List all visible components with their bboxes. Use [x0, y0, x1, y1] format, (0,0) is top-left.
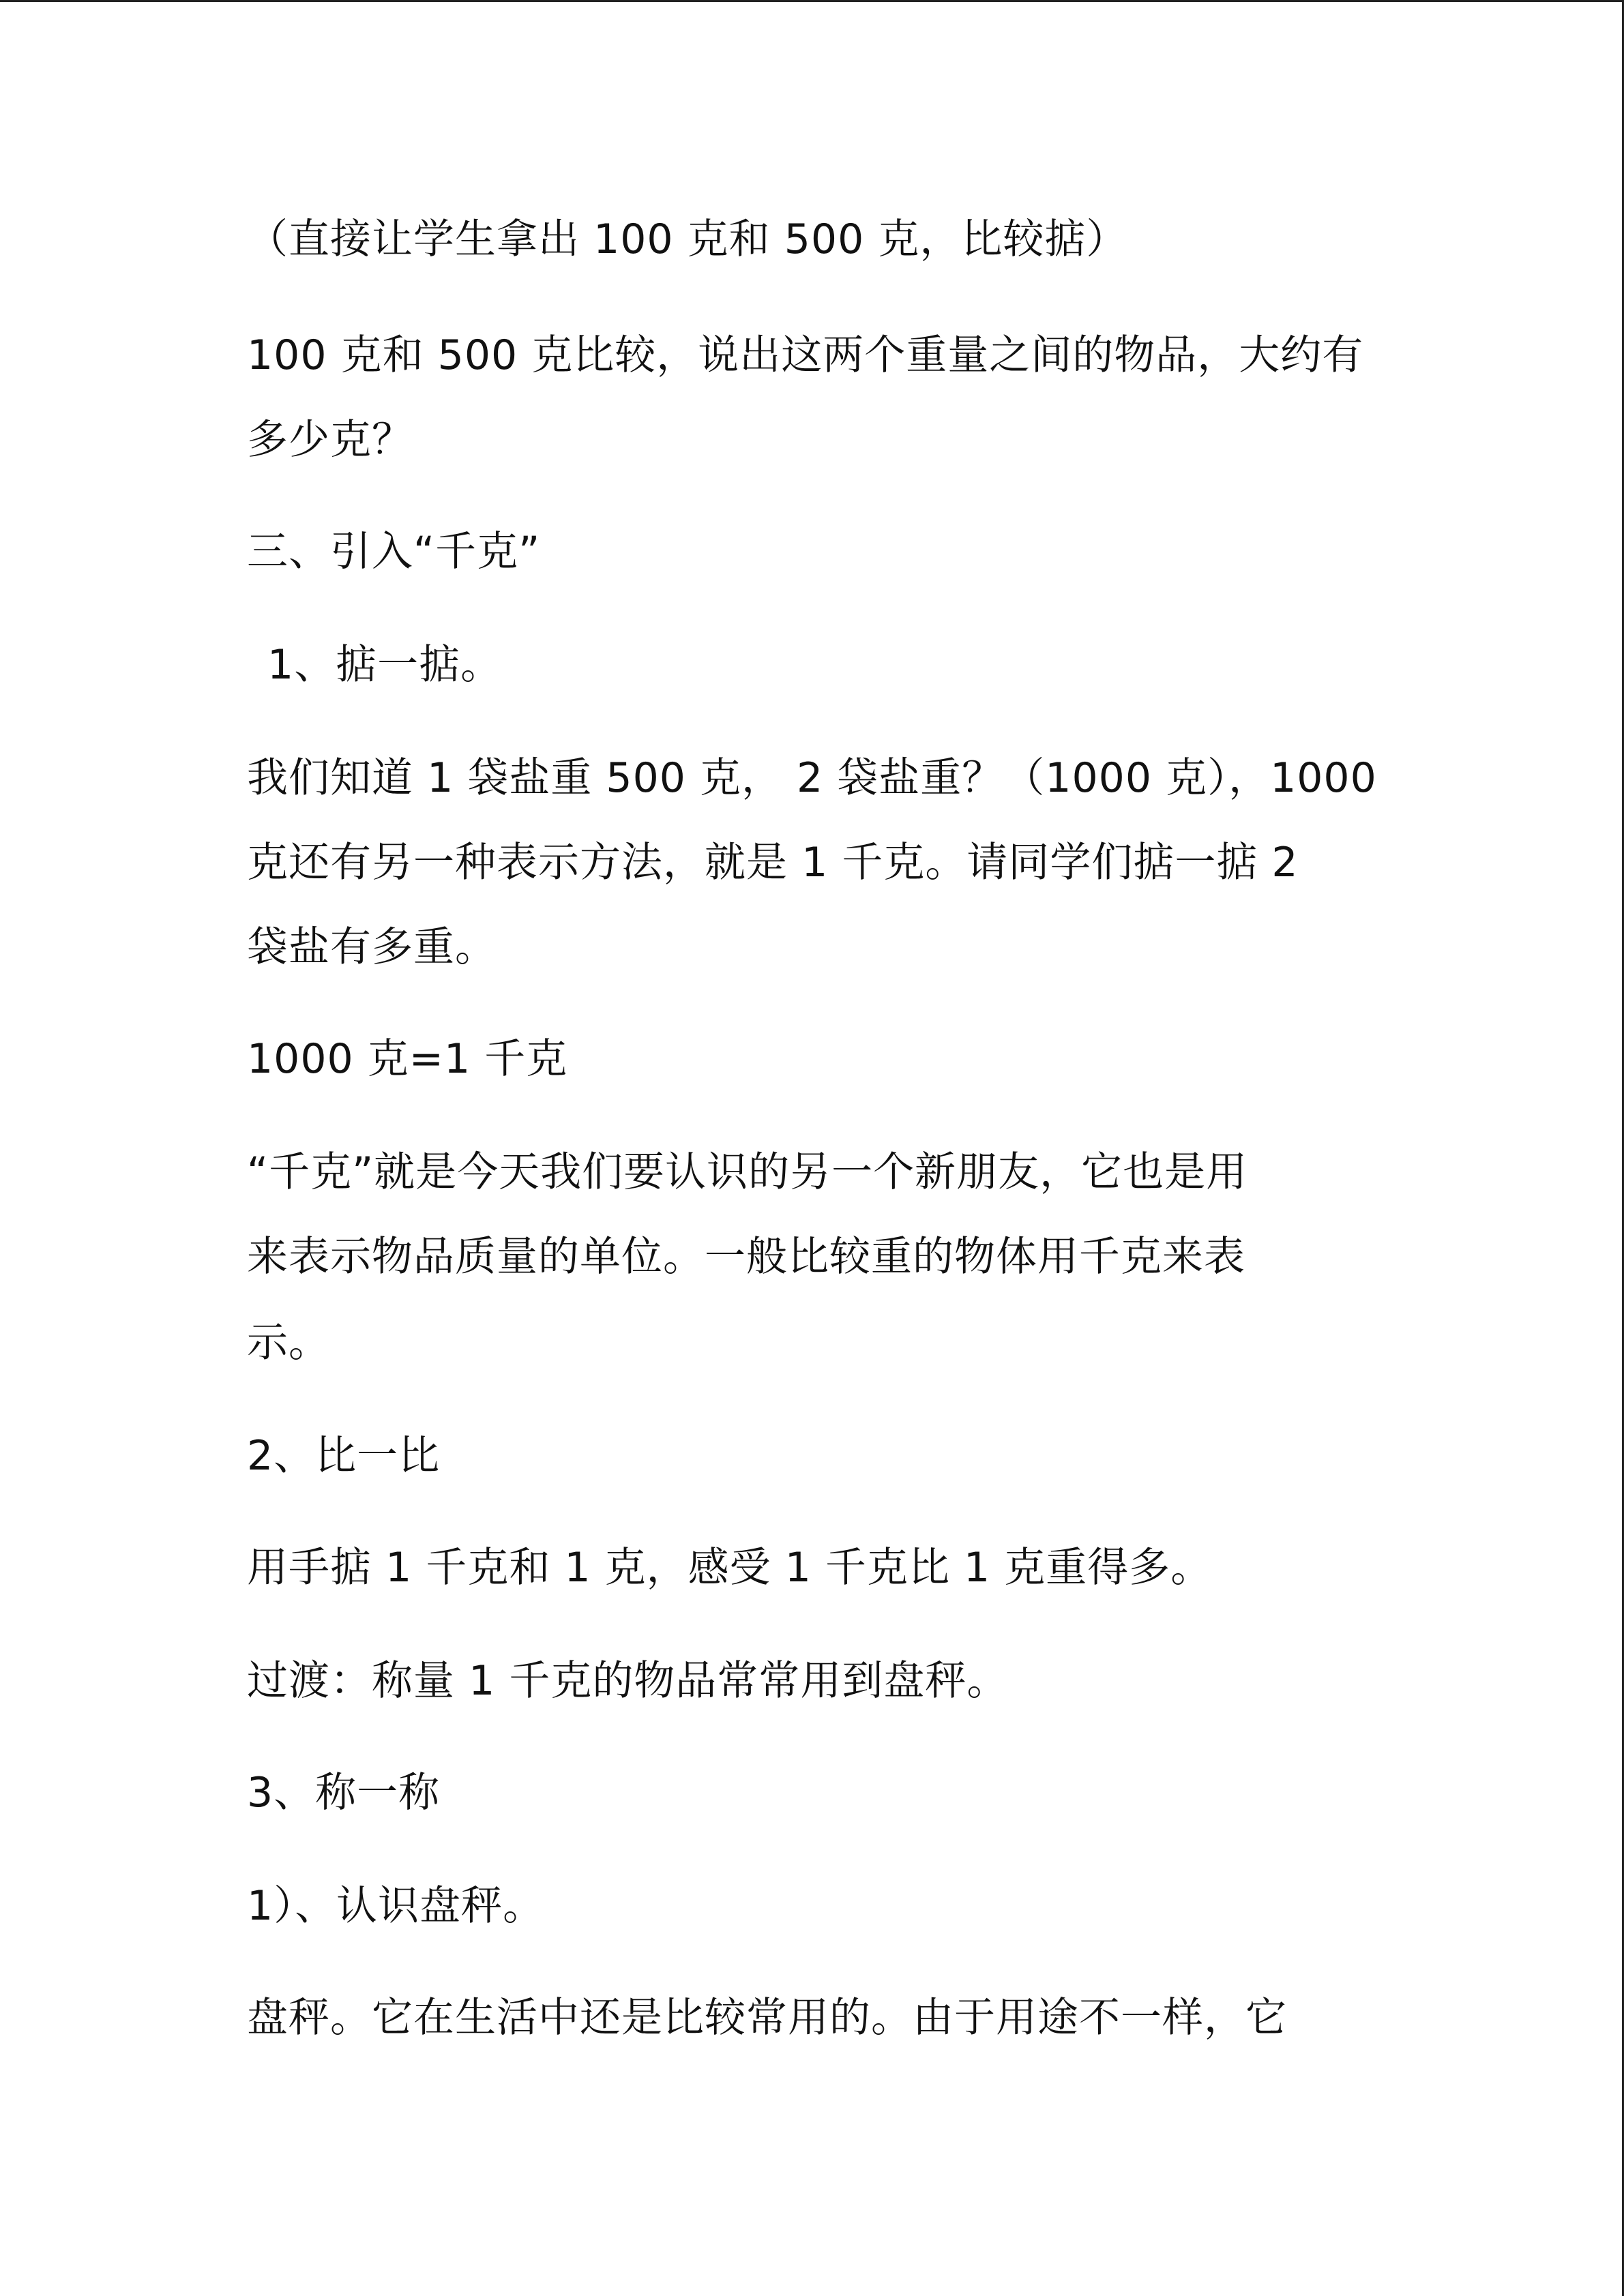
subheading-3: 3、称一称 [247, 1769, 441, 1817]
subheading-3-1: 1）、认识盘秤。 [247, 1882, 545, 1930]
text-line-1: （直接让学生拿出 100 克和 500 克，比较掂） [247, 215, 1128, 263]
text-line-11: 来表示物品质量的单位。一般比较重的物体用千克来表 [247, 1233, 1245, 1281]
text-line-7: 克还有另一种表示方法，就是 1 千克。请同学们掂一掂 2 [247, 839, 1299, 886]
text-line-6: 我们知道 1 袋盐重 500 克， 2 袋盐重？（1000 克），1000 [247, 754, 1377, 802]
text-line-14: 用手掂 1 千克和 1 克，感受 1 千克比 1 克重得多。 [247, 1544, 1213, 1592]
text-line-8: 袋盐有多重。 [247, 923, 497, 971]
subheading-1: 1、掂一掂。 [267, 641, 503, 689]
text-line-2: 100 克和 500 克比较，说出这两个重量之间的物品，大约有 [247, 331, 1364, 379]
text-line-18: 盘秤。它在生活中还是比较常用的。由于用途不一样，它 [247, 1994, 1287, 2042]
text-line-12: 示。 [247, 1319, 330, 1367]
subheading-2: 2、比一比 [247, 1432, 441, 1480]
text-line-3: 多少克？ [247, 416, 413, 464]
text-line-15: 过渡：称量 1 千克的物品常常用到盘秤。 [247, 1657, 1009, 1705]
equation-line: 1000 克=1 千克 [247, 1035, 568, 1083]
text-line-10: “千克”就是今天我们要认识的另一个新朋友，它也是用 [247, 1148, 1248, 1196]
section-heading-3: 三、引入“千克” [247, 528, 541, 576]
